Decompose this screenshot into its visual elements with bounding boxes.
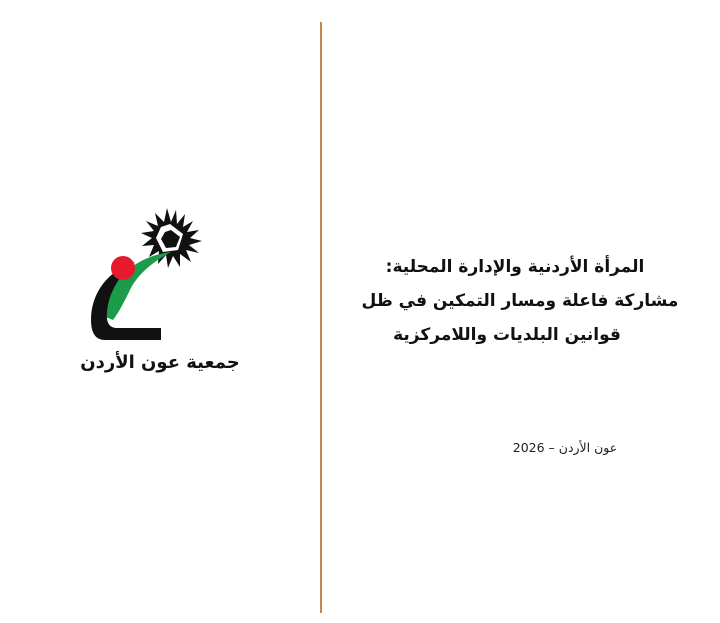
title-line-2: مشاركة فاعلة ومسار التمكين في ظل (361, 291, 679, 311)
logo-column (0, 0, 320, 623)
document-subtitle: عون الأردن – 2026 (512, 440, 618, 455)
title-line-3: قوانين البلديات واللامركزية (393, 325, 621, 345)
title-column (320, 0, 720, 623)
organization-logo (0, 200, 320, 373)
organization-name: جمعية عون الأردن (80, 352, 240, 373)
aoun-jordan-logo-icon (75, 200, 245, 350)
title-line-1: المرأة الأردنية والإدارة المحلية: (385, 257, 645, 277)
document-title (350, 250, 690, 352)
